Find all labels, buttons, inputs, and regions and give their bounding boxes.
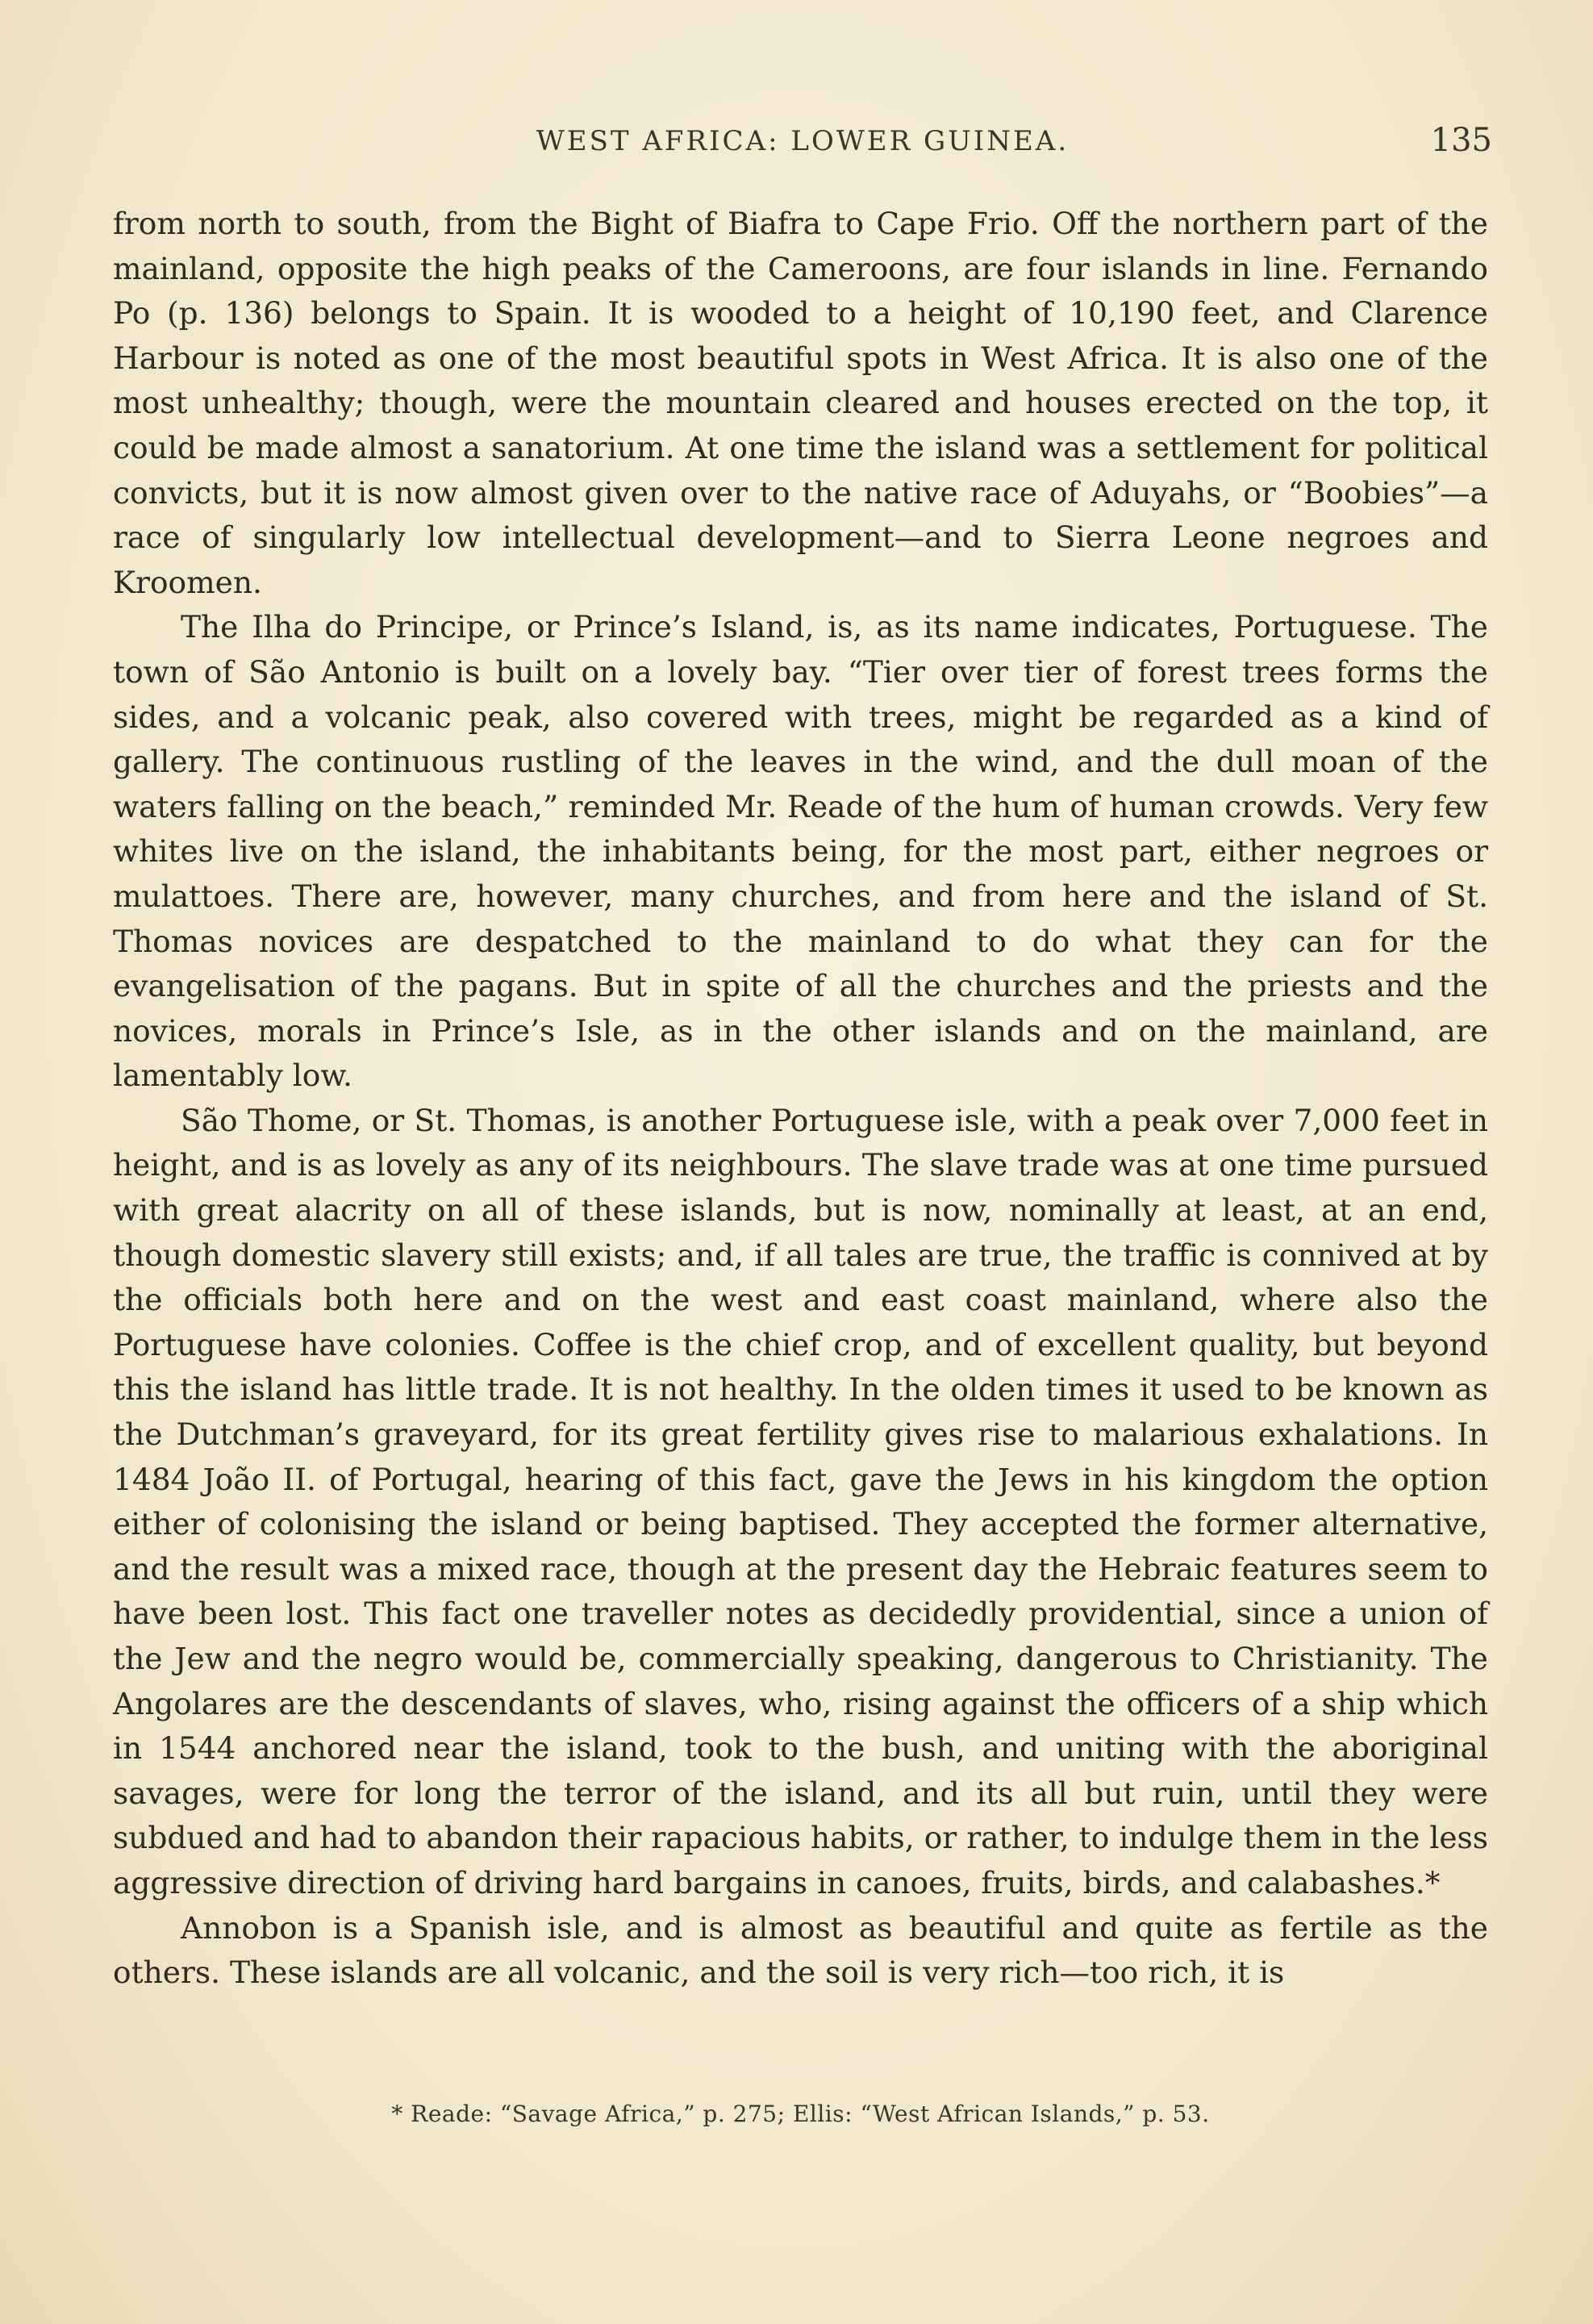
- running-head: [113, 122, 1492, 165]
- running-title: WEST AFRICA: LOWER GUINEA.: [536, 125, 1070, 157]
- paragraph-principe: The Ilha do Principe, or Prince’s Island, is, as its name indicates, Portuguese. The town of São Antonio is built on a lovely bay. “Tier over tier of forest trees forms the sides, and a volcanic peak, also covered with trees, might be regarded as a kind of gallery. The continuous rustling of the leaves in the wind, and the dull moan of the waters falling on the beach,” reminded Mr. Reade of the hum of human crowds. Very few whites live on the island, the inhabitants being, for the most part, either negroes or mulattoes. There are, however, many churches, and from here and the island of St. Thomas novices are despatched to the mainland to do what they can for the evangelisation of the pagans. But in spite of all the churches and the priests and the novices, morals in Prince’s Isle, as in the other islands and on the mainland, are lamentably low.: [113, 609, 1488, 1094]
- paragraph-annobon: Annobon is a Spanish isle, and is almost as beautiful and quite as fertile as the others. These islands are all volcanic, and the soil is very rich—too rich, it is: [113, 1909, 1488, 1991]
- footnote: * Reade: “Savage Africa,” p. 275; Ellis: “West African Islands,” p. 53.: [391, 2101, 1210, 2127]
- paragraph-sao-thome: São Thome, or St. Thomas, is another Portuguese isle, with a peak over 7,000 feet in height, and is as lovely as any of its neighbours. The slave trade was at one time pursued with great alacrity on all of these islands, but is now, nominally at least, at an end, though domestic slavery still exists; and, if all tales are true, the traffic is connived at by the officials both here and on the west and east coast mainland, where also the Portuguese have colonies. Coffee is the chief crop, and of excellent quality, but beyond this the island has little trade. It is not healthy. In the olden times it used to be known as the Dutchman’s graveyard, for its great fertility gives rise to malarious exhalations. In 1484 João II. of Portugal, hearing of this fact, gave the Jews in his kingdom the option either of colonising the island or being baptised. They accepted the former alternative, and the result was a mixed race, though at the present day the Hebraic features seem to have been lost. This fact one traveller notes as decidedly providential, since a union of the Jew and the negro would be, commercially speaking, dangerous to Christianity. The Angolares are the descendants of slaves, who, rising against the officers of a ship which in 1544 anchored near the island, took to the bush, and uniting with the aboriginal savages, were for long the terror of the island, and its all but ruin, until they were subdued and had to abandon their rapacious habits, or rather, to indulge them in the less aggressive direction of driving hard bargains in canoes, fruits, birds, and calabashes.*: [113, 1102, 1488, 1901]
- page-number: 135: [1430, 122, 1492, 159]
- paragraph-fernando-po: from north to south, from the Bight of Biafra to Cape Frio. Off the northern part of the mainland, opposite the high peaks of the Cameroons, are four islands in line. Fernando Po (p. 136) belongs to Spain. It is wooded to a height of 10,190 feet, and Clarence Harbour is noted as one of the most beautiful spots in West Africa. It is also one of the most unhealthy; though, were the mountain cleared and houses erected on the top, it could be made almost a sanatorium. At one time the island was a settlement for political convicts, but it is now almost given over to the native race of Aduyahs, or “Boobies”—a race of singularly low intellectual development—and to Sierra Leone negroes and Kroomen.: [113, 206, 1488, 600]
- body-text: [113, 202, 1488, 1996]
